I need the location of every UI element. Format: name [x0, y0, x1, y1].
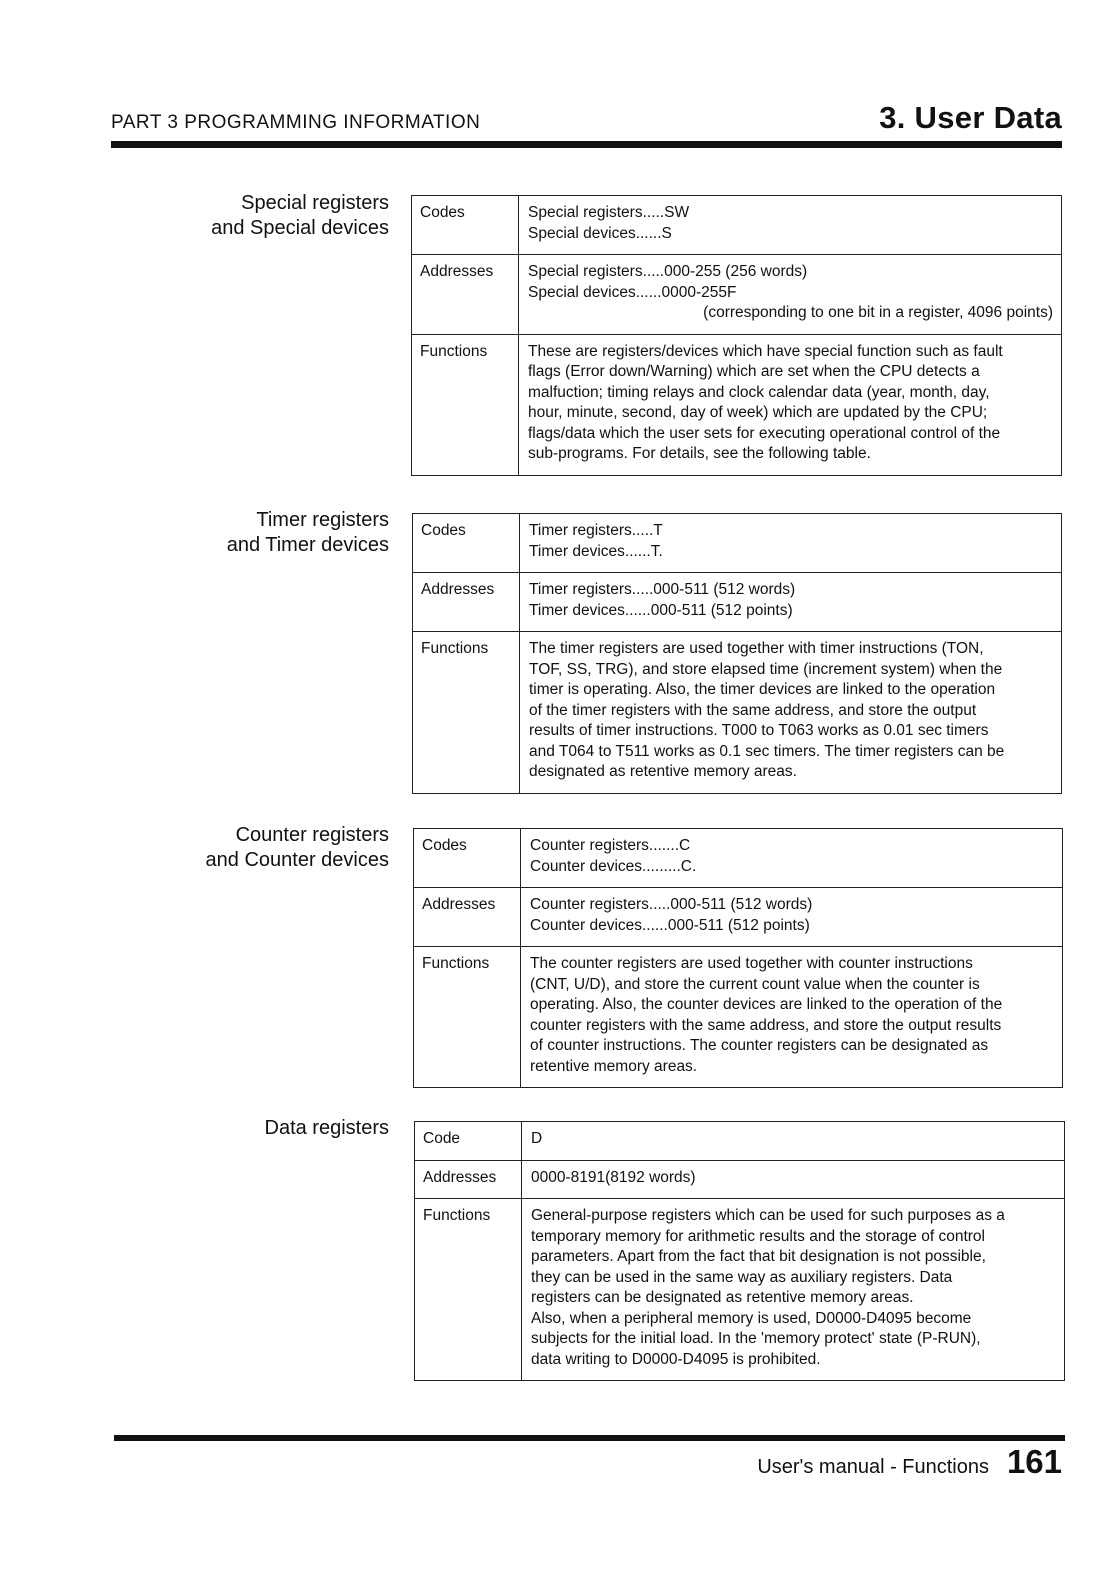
value-line: hour, minute, second, day of week) which are updated by the CPU; — [528, 404, 988, 421]
table-row — [412, 196, 1062, 255]
value-line: TOF, SS, TRG), and store elapsed time (increment system) when the — [529, 660, 1003, 678]
row-value — [521, 947, 1063, 1088]
value-line: General-purpose registers which can be used for such purposes as a — [531, 1207, 1005, 1224]
row-value — [519, 255, 1062, 335]
value-line: and T064 to T511 works as 0.1 sec timers. The timer registers can be — [529, 742, 1005, 760]
row-value — [521, 829, 1063, 888]
value-line: they can be used in the same way as auxiliary registers. Data — [531, 1268, 953, 1286]
table-row — [415, 1199, 1065, 1381]
value-line: The timer registers are used together with timer instructions (TON, — [529, 640, 984, 657]
manual-title: User's manual - Functions — [757, 1456, 989, 1478]
table-row — [415, 1122, 1065, 1161]
value-line: Timer devices......T. — [529, 542, 663, 560]
value-line: registers can be designated as retentive memory areas. — [531, 1289, 914, 1306]
value-line: Also, when a peripheral memory is used, D0000-D4095 become — [531, 1309, 972, 1327]
timer-registers-table — [412, 513, 1062, 794]
footer-rule — [114, 1435, 1065, 1441]
value-line: counter registers with the same address, and store the output results — [530, 1016, 1002, 1034]
row-key: Addresses — [413, 573, 520, 632]
row-value — [522, 1199, 1065, 1381]
row-key: Codes — [413, 514, 520, 573]
counter-registers-table — [413, 828, 1063, 1088]
value-line: flags/data which the user sets for executing operational control of the — [528, 424, 1001, 442]
row-key: Code — [415, 1122, 522, 1161]
value-line: D — [531, 1130, 543, 1147]
row-key: Codes — [414, 829, 521, 888]
table-row — [412, 334, 1062, 475]
value-line: (CNT, U/D), and store the current count value when the counter is — [530, 975, 980, 993]
page-number: 161 — [1006, 1443, 1062, 1480]
value-line: subjects for the initial load. In the 'memory protect' state (P-RUN), — [531, 1330, 981, 1347]
value-line: malfuction; timing relays and clock calendar data (year, month, day, — [528, 383, 990, 401]
value-line: Counter devices......000-511 (512 points) — [530, 916, 810, 934]
table-row — [414, 829, 1063, 888]
row-value — [520, 632, 1062, 794]
value-line: Special devices......S — [528, 224, 672, 242]
section-label-line: and Counter devices — [205, 849, 389, 871]
value-line: retentive memory areas. — [530, 1057, 698, 1075]
section-label-timer — [89, 508, 389, 558]
row-value — [522, 1160, 1065, 1199]
row-key: Addresses — [412, 255, 519, 335]
value-line: These are registers/devices which have special function such as fault — [528, 342, 1003, 360]
header-rule — [111, 141, 1062, 148]
table-row — [414, 888, 1063, 947]
value-line: Timer registers.....000-511 (512 words) — [529, 581, 796, 598]
value-line: Special devices......0000-255F — [528, 283, 737, 301]
row-key: Functions — [412, 334, 519, 475]
table-row — [413, 514, 1062, 573]
section-label-line: and Timer devices — [226, 534, 389, 556]
chapter-title: 3. User Data — [879, 100, 1062, 135]
value-line: results of timer instructions. T000 to T063 works as 0.01 sec timers — [529, 722, 989, 739]
value-line: of counter instructions. The counter registers can be designated as — [530, 1037, 989, 1054]
value-line: Counter devices.........C. — [530, 857, 697, 875]
table-row — [413, 632, 1062, 794]
table-row — [413, 573, 1062, 632]
row-value — [519, 334, 1062, 475]
value-line: Counter registers.....000-511 (512 words) — [530, 896, 813, 913]
section-label-line: Data registers — [264, 1117, 389, 1139]
value-line: of the timer registers with the same address, and store the output — [529, 701, 977, 719]
row-value — [519, 196, 1062, 255]
value-line: Timer devices......000-511 (512 points) — [529, 601, 793, 619]
value-note: (corresponding to one bit in a register, 4096 points) — [703, 304, 1053, 321]
value-line: Timer registers.....T — [529, 522, 663, 539]
value-line: data writing to D0000-D4095 is prohibited. — [531, 1350, 821, 1368]
row-key: Functions — [414, 947, 521, 1088]
row-key: Addresses — [415, 1160, 522, 1199]
table-row — [412, 255, 1062, 335]
row-key: Codes — [412, 196, 519, 255]
row-key: Functions — [413, 632, 520, 794]
value-line: designated as retentive memory areas. — [529, 763, 797, 780]
value-line: Special registers.....SW — [528, 204, 690, 221]
section-label-line: Special registers — [241, 192, 389, 214]
value-line: Counter registers.......C — [530, 837, 691, 854]
row-value — [520, 573, 1062, 632]
section-label-line: Counter registers — [235, 824, 389, 846]
section-label-counter — [89, 823, 389, 873]
value-line: Special registers.....000-255 (256 words) — [528, 263, 808, 280]
part-title: PART 3 PROGRAMMING INFORMATION — [111, 112, 481, 133]
table-row — [415, 1160, 1065, 1199]
special-registers-table — [411, 195, 1062, 476]
section-label-line: Timer registers — [256, 509, 389, 531]
row-value — [521, 888, 1063, 947]
value-line: 0000-8191(8192 words) — [531, 1168, 696, 1186]
value-line: sub-programs. For details, see the following table. — [528, 445, 871, 462]
value-line: flags (Error down/Warning) which are set when the CPU detects a — [528, 363, 980, 380]
value-line: The counter registers are used together with counter instructions — [530, 955, 973, 972]
row-value — [522, 1122, 1065, 1161]
section-label-line: and Special devices — [211, 217, 389, 239]
value-line: operating. Also, the counter devices are linked to the operation of the — [530, 996, 1003, 1013]
value-line: temporary memory for arithmetic results and the storage of control — [531, 1227, 985, 1245]
row-value — [520, 514, 1062, 573]
row-key: Addresses — [414, 888, 521, 947]
table-row — [414, 947, 1063, 1088]
value-line: parameters. Apart from the fact that bit designation is not possible, — [531, 1248, 986, 1265]
section-label-data — [89, 1116, 389, 1141]
section-label-special — [89, 191, 389, 241]
row-key: Functions — [415, 1199, 522, 1381]
value-line: timer is operating. Also, the timer devices are linked to the operation — [529, 681, 996, 698]
data-registers-table — [414, 1121, 1065, 1381]
